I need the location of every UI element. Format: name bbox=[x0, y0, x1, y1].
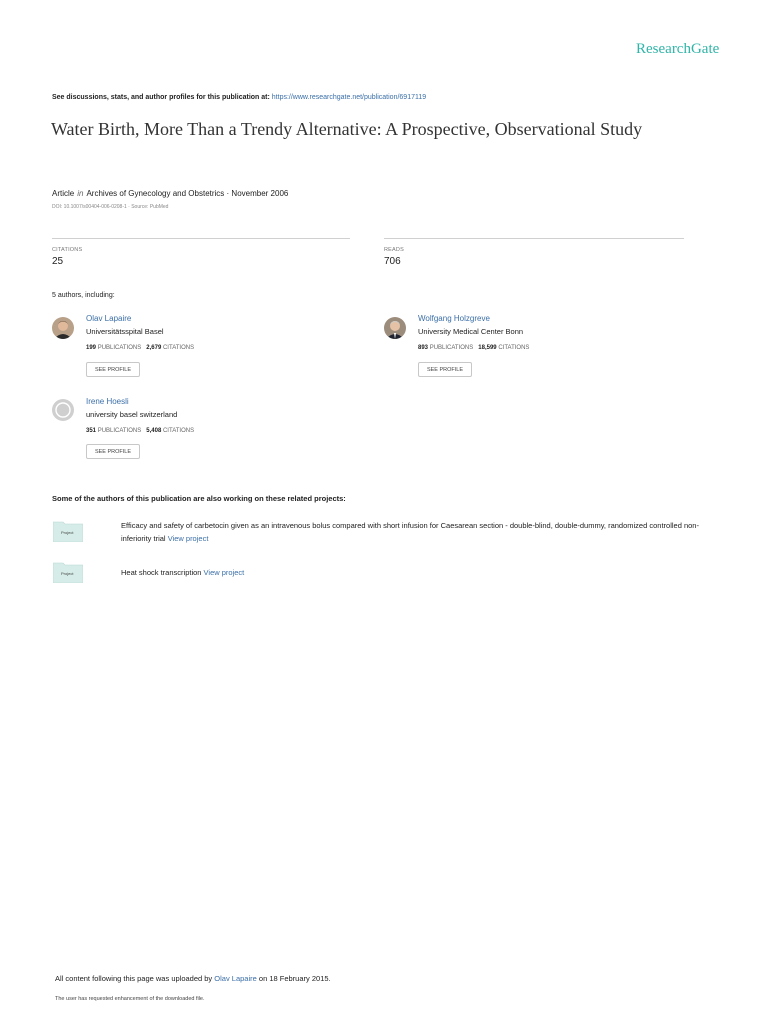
publications-label: PUBLICATIONS bbox=[97, 428, 142, 434]
reads-label: READS bbox=[384, 247, 404, 253]
project-item bbox=[121, 566, 711, 579]
author-stats bbox=[86, 345, 194, 351]
citations-count: 5,408 bbox=[146, 428, 162, 434]
discussion-line bbox=[52, 94, 426, 101]
divider bbox=[52, 238, 350, 239]
article-type: Article bbox=[52, 189, 75, 198]
see-profile-button[interactable]: SEE PROFILE bbox=[418, 362, 472, 377]
project-folder-icon[interactable] bbox=[53, 520, 83, 540]
view-project-link[interactable]: View project bbox=[167, 534, 209, 543]
author-institution: university basel switzerland bbox=[86, 410, 178, 419]
enhancement-note: The user has requested enhancement of the downloaded file. bbox=[55, 996, 205, 1002]
project-title: Heat shock transcription bbox=[121, 568, 202, 577]
publication-url-link[interactable]: https://www.researchgate.net/publication/6917119 bbox=[271, 94, 427, 101]
avatar-photo-icon bbox=[384, 317, 406, 339]
discussion-prefix: See discussions, stats, and author profiles for this publication at: bbox=[52, 94, 270, 101]
author-stats bbox=[86, 428, 194, 434]
avatar[interactable] bbox=[384, 317, 406, 339]
project-folder-label: Project bbox=[61, 571, 74, 576]
project-folder-icon[interactable] bbox=[53, 561, 83, 581]
projects-heading: Some of the authors of this publication are also working on these related projects: bbox=[52, 494, 346, 503]
project-title: Efficacy and safety of carbetocin given as an intravenous bolus compared with short infusion for Caesarean section - double-blind, double-dummy, randomized controlled non-inferiority trial bbox=[121, 521, 699, 543]
divider bbox=[384, 238, 684, 239]
author-institution: University Medical Center Bonn bbox=[418, 327, 524, 336]
citations-count: 2,679 bbox=[146, 345, 162, 351]
publications-count: 893 bbox=[418, 345, 429, 351]
doi-source: DOI: 10.1007/s00404-006-0208-1 · Source: PubMed bbox=[52, 204, 169, 210]
authors-heading: 5 authors, including: bbox=[52, 292, 115, 299]
publication-meta bbox=[52, 189, 288, 198]
uploader-link[interactable]: Olav Lapaire bbox=[214, 974, 257, 983]
citations-label: CITATIONS bbox=[162, 345, 195, 351]
upload-suffix: on 18 February 2015. bbox=[258, 974, 331, 983]
author-name-link[interactable]: Irene Hoesli bbox=[86, 397, 129, 406]
avatar[interactable] bbox=[52, 399, 74, 421]
in-word: in bbox=[77, 189, 84, 198]
project-folder-label: Project bbox=[61, 530, 74, 535]
upload-notice bbox=[55, 974, 331, 983]
publications-label: PUBLICATIONS bbox=[429, 345, 474, 351]
citations-label: CITATIONS bbox=[162, 428, 195, 434]
citations-label: CITATIONS bbox=[52, 247, 83, 253]
citations-count: 18,599 bbox=[478, 345, 497, 351]
avatar-photo-icon bbox=[52, 317, 74, 339]
journal-link[interactable]: Archives of Gynecology and Obstetrics · November 2006 bbox=[86, 189, 289, 198]
publications-count: 199 bbox=[86, 345, 97, 351]
upload-prefix: All content following this page was uploaded by bbox=[55, 974, 213, 983]
reads-count: 706 bbox=[384, 256, 401, 267]
avatar[interactable] bbox=[52, 317, 74, 339]
author-name-link[interactable]: Wolfgang Holzgreve bbox=[418, 314, 490, 323]
author-stats bbox=[418, 345, 529, 351]
see-profile-button[interactable]: SEE PROFILE bbox=[86, 444, 140, 459]
author-institution: Universitätsspital Basel bbox=[86, 327, 164, 336]
publication-title: Water Birth, More Than a Trendy Alternative: A Prospective, Observational Study bbox=[51, 119, 643, 139]
publications-label: PUBLICATIONS bbox=[97, 345, 142, 351]
author-name-link[interactable]: Olav Lapaire bbox=[86, 314, 132, 323]
see-profile-button[interactable]: SEE PROFILE bbox=[86, 362, 140, 377]
citations-count: 25 bbox=[52, 256, 64, 267]
default-user-icon bbox=[52, 399, 74, 421]
citations-label: CITATIONS bbox=[498, 345, 530, 351]
publications-count: 351 bbox=[86, 428, 97, 434]
researchgate-logo[interactable]: ResearchGate bbox=[636, 41, 720, 57]
view-project-link[interactable]: View project bbox=[203, 568, 245, 577]
project-item bbox=[121, 519, 711, 545]
